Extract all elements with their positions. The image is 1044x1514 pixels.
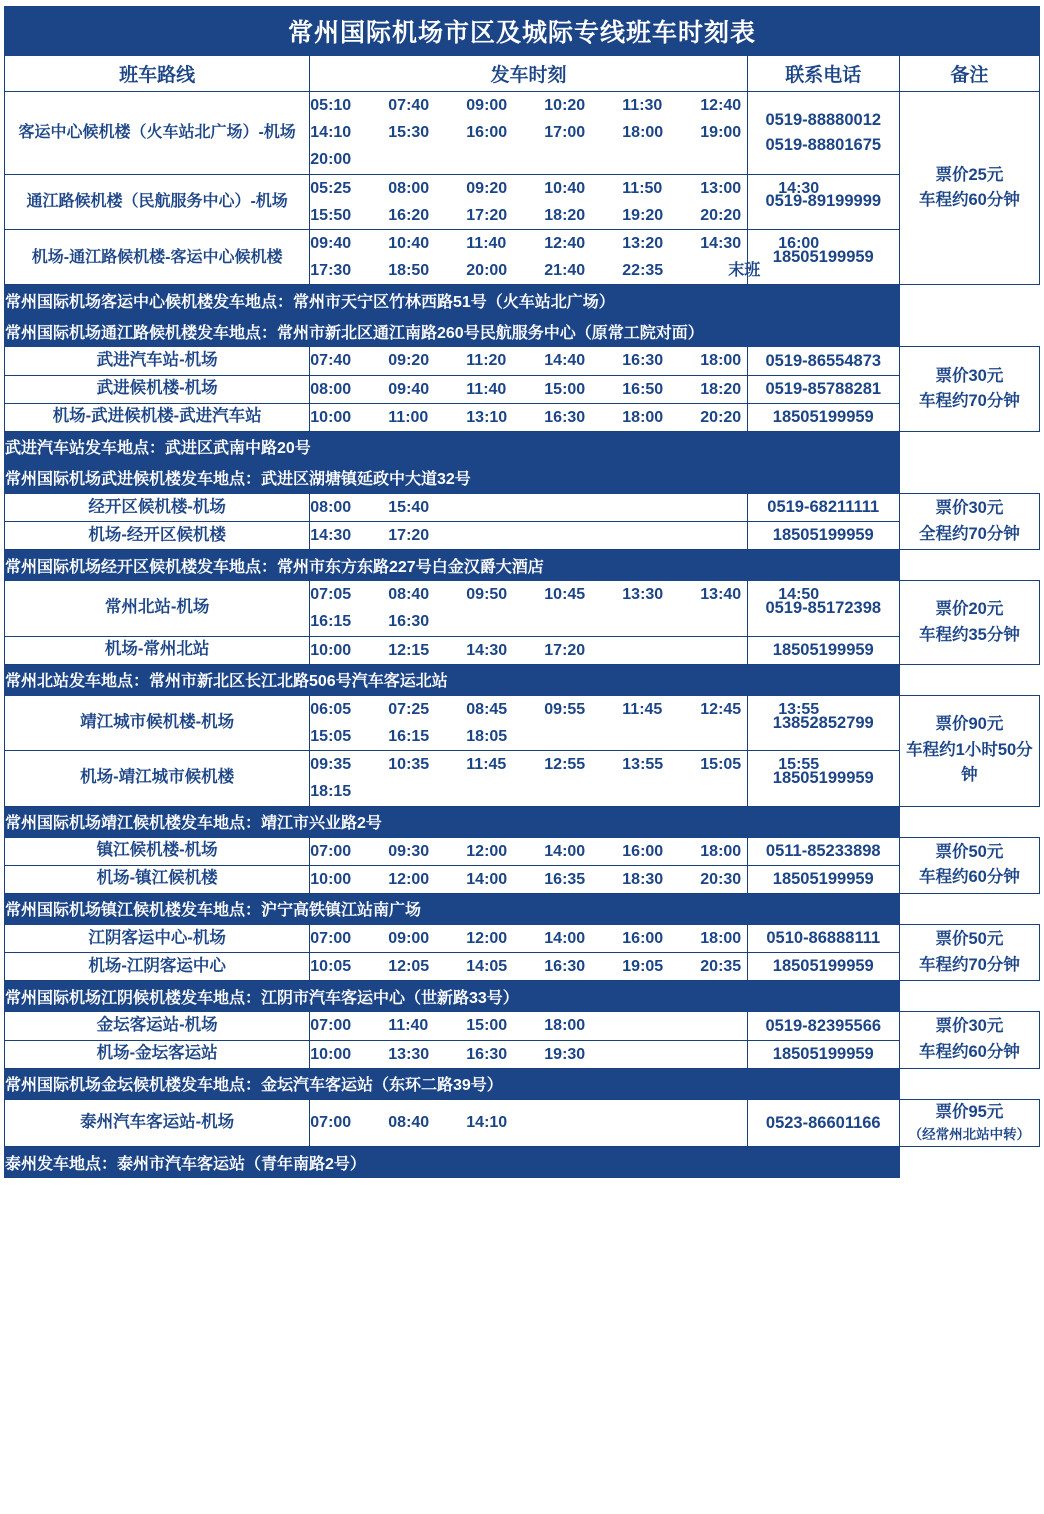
contact-phone-cell: 13852852799 <box>747 695 899 750</box>
departure-times-cell <box>310 837 747 865</box>
time-value: 13:55 <box>778 700 820 718</box>
departure-times-cell <box>310 347 747 375</box>
time-value: 09:40 <box>388 380 430 398</box>
address-row <box>5 664 1040 695</box>
time-value: 08:00 <box>310 380 352 398</box>
time-value: 16:30 <box>388 613 430 631</box>
time-value: 14:10 <box>310 124 352 142</box>
time-value: 20:00 <box>310 151 352 169</box>
time-value: 09:40 <box>310 234 352 252</box>
table-row <box>5 522 1040 550</box>
time-value: 12:05 <box>388 958 430 976</box>
time-value: 16:15 <box>388 728 430 745</box>
contact-phone-cell: 0519-85788281 <box>747 375 899 403</box>
time-value: 18:30 <box>622 870 664 888</box>
time-value: 15:00 <box>544 380 586 398</box>
time-value: 10:40 <box>544 179 586 197</box>
time-value: 20:35 <box>700 958 742 976</box>
departure-times-cell <box>310 751 820 806</box>
boarding-location-note: 常州国际机场客运中心候机楼发车地点：常州市天宁区竹林西路51号（火车站北广场） <box>5 285 900 316</box>
time-value: 11:20 <box>466 352 507 370</box>
boarding-location-note: 常州国际机场通江路候机楼发车地点：常州市新北区通江南路260号民航服务中心（原常工院对面） <box>5 316 900 347</box>
column-header-route: 班车路线 <box>5 56 310 92</box>
contact-phone-cell: 0519-89199999 <box>747 174 899 229</box>
time-value: 18:20 <box>544 206 586 224</box>
time-value: 16:00 <box>622 929 664 947</box>
time-value: 08:40 <box>388 586 430 604</box>
route-name-cell: 靖江城市候机楼-机场 <box>5 695 310 750</box>
boarding-location-note: 常州国际机场经开区候机楼发车地点：常州市东方东路227号白金汉爵大酒店 <box>5 550 900 581</box>
address-row <box>5 550 1040 581</box>
route-name-cell: 镇江候机楼-机场 <box>5 837 310 865</box>
boarding-location-note: 泰州发车地点：泰州市汽车客运站（青年南路2号） <box>5 1147 900 1178</box>
time-value: 10:45 <box>544 586 586 604</box>
table-row <box>5 1040 1040 1068</box>
time-value: 14:30 <box>310 527 352 545</box>
time-value: 19:20 <box>622 206 664 224</box>
fare-note-cell: 票价30元 车程约60分钟 <box>899 1012 1039 1068</box>
time-value: 16:00 <box>622 842 664 860</box>
time-value: 11:40 <box>388 1017 429 1035</box>
table-row <box>5 1099 1040 1146</box>
time-value: 08:45 <box>466 700 508 718</box>
time-value: 18:00 <box>700 352 742 370</box>
time-value: 07:00 <box>310 1114 352 1132</box>
column-header-phone: 联系电话 <box>747 56 899 92</box>
table-row <box>5 695 1040 750</box>
contact-phone-cell: 0511-85233898 <box>747 837 899 865</box>
route-name-cell: 客运中心候机楼（火车站北广场）-机场 <box>5 92 310 175</box>
time-value: 22:35 <box>622 262 664 280</box>
time-value: 16:00 <box>466 124 508 142</box>
boarding-location-note: 常州国际机场镇江候机楼发车地点：沪宁高铁镇江站南广场 <box>5 893 900 924</box>
time-value: 14:10 <box>466 1114 508 1132</box>
time-value: 07:40 <box>310 352 352 370</box>
time-value: 07:40 <box>388 97 430 114</box>
title-row <box>5 7 1040 56</box>
time-value: 17:20 <box>466 206 508 224</box>
address-row <box>5 431 1040 462</box>
time-value: 14:30 <box>466 641 508 659</box>
departure-times-cell <box>310 92 747 175</box>
time-value: 10:00 <box>310 1045 352 1063</box>
time-value: 08:00 <box>388 179 430 197</box>
time-value: 13:30 <box>622 586 664 604</box>
table-row <box>5 493 1040 521</box>
boarding-location-note: 常州北站发车地点：常州市新北区长江北路506号汽车客运北站 <box>5 664 900 695</box>
time-value: 18:50 <box>388 262 430 280</box>
time-value: 18:00 <box>622 408 664 426</box>
address-row <box>5 462 1040 493</box>
time-value: 05:25 <box>310 179 352 197</box>
time-value: 10:20 <box>544 97 586 114</box>
time-value: 11:50 <box>622 179 663 197</box>
time-value: 11:00 <box>388 408 429 426</box>
fare-note-cell: 票价90元 车程约1小时50分钟 <box>899 695 1039 806</box>
time-value: 18:15 <box>310 783 352 801</box>
header-row <box>5 56 1040 92</box>
time-value: 16:35 <box>544 870 586 888</box>
time-value: 14:50 <box>778 586 820 604</box>
boarding-location-note: 常州国际机场江阴候机楼发车地点：江阴市汽车客运中心（世新路33号） <box>5 981 900 1012</box>
time-value: 07:05 <box>310 586 352 604</box>
time-value: 09:00 <box>388 929 430 947</box>
time-value: 10:40 <box>388 234 430 252</box>
table-row <box>5 865 1040 893</box>
table-row <box>5 924 1040 952</box>
contact-phone-cell: 0510-86888111 <box>747 924 899 952</box>
fare-note-cell: 票价30元 全程约70分钟 <box>899 493 1039 549</box>
time-value: 09:30 <box>388 842 430 860</box>
contact-phone-cell: 0519-68211111 <box>747 493 899 521</box>
route-name-cell: 机场-武进候机楼-武进汽车站 <box>5 403 310 431</box>
table-row <box>5 581 1040 636</box>
time-value: 09:20 <box>388 352 430 370</box>
route-name-cell: 武进候机楼-机场 <box>5 375 310 403</box>
time-value: 15:55 <box>778 756 820 774</box>
contact-phone-cell: 0519-86554873 <box>747 347 899 375</box>
column-header-times: 发车时刻 <box>310 56 747 92</box>
table-row <box>5 953 1040 981</box>
address-row <box>5 285 1040 316</box>
time-value: 18:00 <box>622 124 664 142</box>
route-name-cell: 通江路候机楼（民航服务中心）-机场 <box>5 174 310 229</box>
departure-times-cell <box>310 229 820 284</box>
time-value: 12:00 <box>466 842 508 860</box>
time-value: 15:00 <box>466 1017 508 1035</box>
time-value: 14:40 <box>544 352 586 370</box>
column-header-note: 备注 <box>899 56 1039 92</box>
time-value: 17:20 <box>388 527 430 545</box>
fare-note-cell: 票价50元 车程约70分钟 <box>899 924 1039 980</box>
time-value: 18:00 <box>544 1017 586 1035</box>
departure-times-cell <box>310 522 747 550</box>
time-value: 12:55 <box>544 756 586 774</box>
contact-phone-cell: 18505199959 <box>747 229 899 284</box>
time-value: 11:40 <box>466 380 507 398</box>
boarding-location-note: 常州国际机场靖江候机楼发车地点：靖江市兴业路2号 <box>5 806 900 837</box>
departure-times-cell <box>310 865 747 893</box>
time-value: 13:10 <box>466 408 508 426</box>
time-value: 13:30 <box>388 1045 430 1063</box>
time-value: 10:00 <box>310 870 352 888</box>
time-value: 08:00 <box>310 498 352 516</box>
time-value: 14:00 <box>466 870 508 888</box>
departure-times-cell <box>310 1040 747 1068</box>
route-name-cell: 机场-通江路候机楼-客运中心候机楼 <box>5 229 310 284</box>
time-value: 11:45 <box>622 700 663 718</box>
departure-times-cell <box>310 581 820 636</box>
address-row <box>5 893 1040 924</box>
table-row <box>5 837 1040 865</box>
time-value: 16:50 <box>622 380 664 398</box>
time-value: 12:45 <box>700 700 742 718</box>
route-name-cell: 机场-靖江城市候机楼 <box>5 751 310 806</box>
time-value: 12:00 <box>466 929 508 947</box>
route-name-cell: 常州北站-机场 <box>5 581 310 636</box>
contact-phone-cell: 0523-86601166 <box>747 1099 899 1146</box>
time-value: 06:05 <box>310 700 352 718</box>
boarding-location-note: 武进汽车站发车地点：武进区武南中路20号 <box>5 431 900 462</box>
departure-times-cell <box>310 953 747 981</box>
time-value: 19:30 <box>544 1045 586 1063</box>
time-value: 05:10 <box>310 97 352 114</box>
time-value: 10:00 <box>310 641 352 659</box>
route-name-cell: 江阴客运中心-机场 <box>5 924 310 952</box>
time-value: 20:00 <box>466 262 508 280</box>
time-value: 14:30 <box>700 234 742 252</box>
time-value: 16:30 <box>466 1045 508 1063</box>
time-value: 20:30 <box>700 870 742 888</box>
time-value: 16:30 <box>622 352 664 370</box>
contact-phone-cell: 0519-85172398 <box>747 581 899 636</box>
route-name-cell: 机场-镇江候机楼 <box>5 865 310 893</box>
fare-note-sub: （经常州北站中转） <box>908 1127 1031 1143</box>
time-value: 15:05 <box>310 728 352 745</box>
boarding-location-note: 常州国际机场金坛候机楼发车地点：金坛汽车客运站（东环二路39号） <box>5 1068 900 1099</box>
time-value: 17:00 <box>544 124 586 142</box>
address-row <box>5 316 1040 347</box>
time-value: 12:00 <box>388 870 430 888</box>
contact-phone-cell: 18505199959 <box>747 403 899 431</box>
address-row <box>5 1068 1040 1099</box>
route-name-cell: 金坛客运站-机场 <box>5 1012 310 1040</box>
departure-times-cell <box>310 403 747 431</box>
route-name-cell: 武进汽车站-机场 <box>5 347 310 375</box>
time-value: 08:40 <box>388 1114 430 1132</box>
time-value: 10:00 <box>310 408 352 426</box>
time-value: 18:20 <box>700 380 742 398</box>
route-name-cell: 机场-经开区候机楼 <box>5 522 310 550</box>
time-value: 17:30 <box>310 262 352 280</box>
time-value: 09:50 <box>466 586 508 604</box>
time-value: 18:05 <box>466 728 508 745</box>
time-value: 09:20 <box>466 179 508 197</box>
table-row <box>5 751 1040 806</box>
time-value: 13:00 <box>700 179 742 197</box>
time-value: 07:00 <box>310 929 352 947</box>
contact-phone-cell: 18505199959 <box>747 953 899 981</box>
time-value: 11:45 <box>466 756 507 774</box>
time-value: 09:00 <box>466 97 508 114</box>
route-name-cell: 机场-江阴客运中心 <box>5 953 310 981</box>
time-value: 11:30 <box>622 97 663 114</box>
departure-times-cell <box>310 636 747 664</box>
time-value: 12:40 <box>700 97 742 114</box>
boarding-location-note: 常州国际机场武进候机楼发车地点：武进区湖塘镇延政中大道32号 <box>5 462 900 493</box>
time-value: 10:35 <box>388 756 430 774</box>
time-value: 07:00 <box>310 1017 352 1035</box>
contact-phone-cell: 18505199959 <box>747 1040 899 1068</box>
fare-note-cell: 票价50元 车程约60分钟 <box>899 837 1039 893</box>
route-name-cell: 机场-金坛客运站 <box>5 1040 310 1068</box>
time-value: 15:30 <box>388 124 430 142</box>
time-value: 13:40 <box>700 586 742 604</box>
time-value: 07:00 <box>310 842 352 860</box>
address-row <box>5 806 1040 837</box>
contact-phone-cell: 0519-82395566 <box>747 1012 899 1040</box>
table-row <box>5 92 1040 175</box>
last-bus-label: 末班 <box>728 262 761 280</box>
address-row <box>5 981 1040 1012</box>
departure-times-cell <box>310 493 747 521</box>
fare-note-cell: 票价25元 车程约60分钟 <box>899 92 1039 285</box>
time-value: 15:05 <box>700 756 742 774</box>
contact-phone-cell: 18505199959 <box>747 751 899 806</box>
time-value: 14:05 <box>466 958 508 976</box>
fare-note-cell: 票价20元 车程约35分钟 <box>899 581 1039 665</box>
time-value: 17:20 <box>544 641 586 659</box>
table-row <box>5 229 1040 284</box>
route-name-cell: 机场-常州北站 <box>5 636 310 664</box>
departure-times-cell <box>310 924 747 952</box>
time-value: 12:15 <box>388 641 430 659</box>
table-row <box>5 636 1040 664</box>
table-row <box>5 174 1040 229</box>
table-row <box>5 347 1040 375</box>
time-value: 15:50 <box>310 206 352 224</box>
contact-phone-cell: 18505199959 <box>747 522 899 550</box>
departure-times-cell <box>310 1012 747 1040</box>
route-name-cell: 泰州汽车客运站-机场 <box>5 1099 310 1146</box>
time-value: 11:40 <box>466 234 507 252</box>
departure-times-cell <box>310 375 747 403</box>
time-value: 21:40 <box>544 262 586 280</box>
contact-phone-cell: 0519-88880012 0519-88801675 <box>747 92 899 175</box>
time-value: 19:00 <box>700 124 742 142</box>
fare-note-cell: 票价30元 车程约70分钟 <box>899 347 1039 432</box>
departure-times-cell <box>310 1099 747 1146</box>
table-row <box>5 1012 1040 1040</box>
time-value: 20:20 <box>700 408 742 426</box>
route-name-cell: 经开区候机楼-机场 <box>5 493 310 521</box>
time-value: 10:05 <box>310 958 352 976</box>
time-value: 16:20 <box>388 206 430 224</box>
time-value: 12:40 <box>544 234 586 252</box>
address-row <box>5 1147 1040 1178</box>
time-value: 09:35 <box>310 756 352 774</box>
table-row <box>5 375 1040 403</box>
departure-times-cell <box>310 174 820 229</box>
time-value: 18:00 <box>700 842 742 860</box>
time-value: 14:00 <box>544 929 586 947</box>
contact-phone-cell: 18505199959 <box>747 636 899 664</box>
time-value: 20:20 <box>700 206 742 224</box>
time-value: 19:05 <box>622 958 664 976</box>
time-value: 14:00 <box>544 842 586 860</box>
time-value: 13:55 <box>622 756 664 774</box>
table-row <box>5 403 1040 431</box>
time-value: 07:25 <box>388 700 430 718</box>
contact-phone-cell: 18505199959 <box>747 865 899 893</box>
time-value: 16:00 <box>778 234 820 252</box>
time-value: 16:15 <box>310 613 352 631</box>
time-value: 18:00 <box>700 929 742 947</box>
fare-note-cell: 票价95元 （经常州北站中转） <box>899 1099 1039 1146</box>
time-value: 13:20 <box>622 234 664 252</box>
time-value: 16:30 <box>544 408 586 426</box>
time-value: 09:55 <box>544 700 586 718</box>
timetable <box>4 6 1040 1178</box>
page-title: 常州国际机场市区及城际专线班车时刻表 <box>5 7 1040 56</box>
time-value: 15:40 <box>388 498 430 516</box>
departure-times-cell <box>310 695 820 750</box>
time-value: 16:30 <box>544 958 586 976</box>
time-value: 14:30 <box>778 179 820 197</box>
